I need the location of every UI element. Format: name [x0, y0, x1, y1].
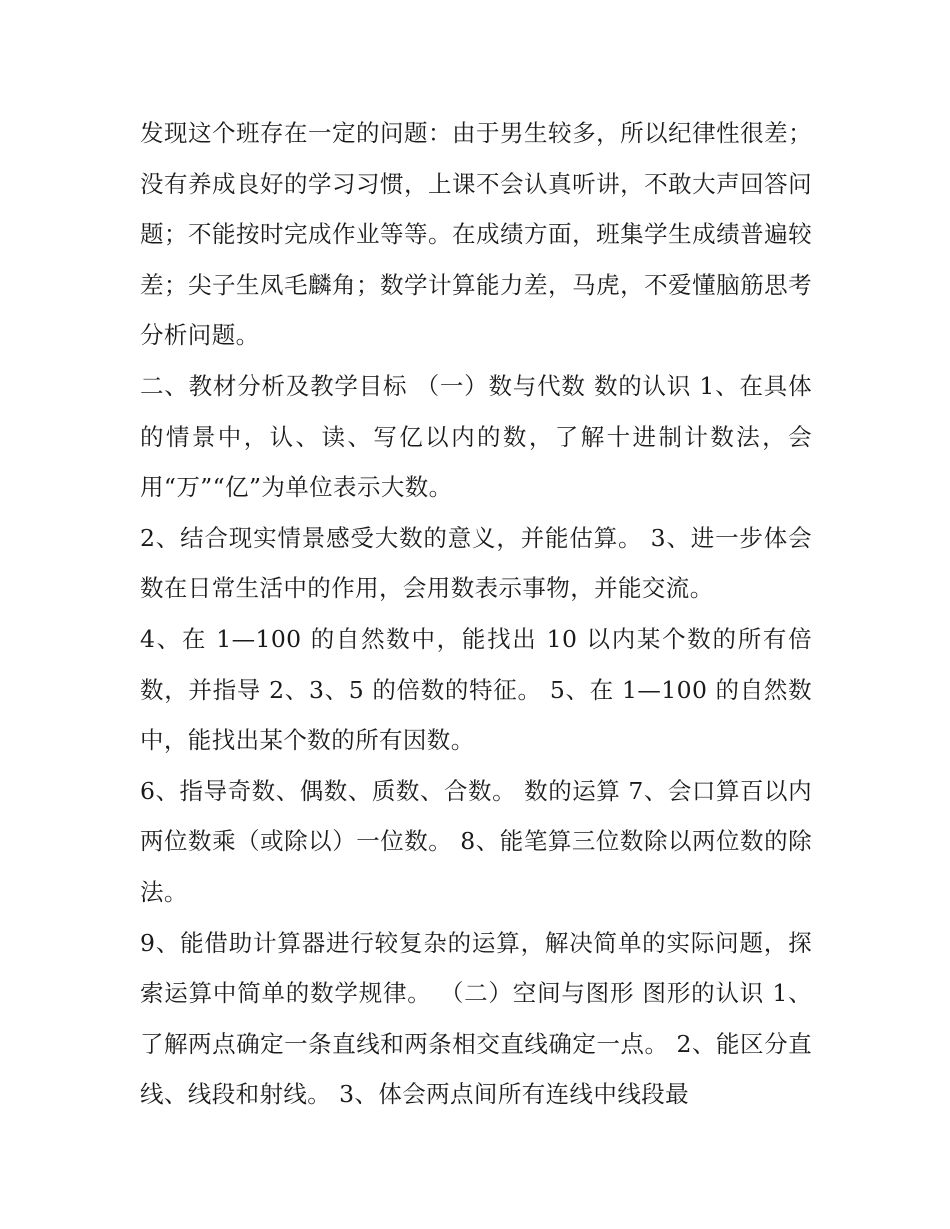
paragraph-space-and-shapes: 9、能借助计算器进行较复杂的运算，解决简单的实际问题，探索运算中简单的数学规律。 （二）空间与图形 图形的认识 1、了解两点确定一条直线和两条相交直线确定一点。 2、能区分直线、线段和射线。 3、体会两点间所有连线中线段最	[140, 928, 812, 1109]
paragraph-number-operations: 6、指导奇数、偶数、质数、合数。 数的运算 7、会口算百以内两位数乘（或除以）一位数。 8、能笔算三位数除以两位数的除法。	[140, 776, 812, 906]
paragraph-class-problems: 发现这个班存在一定的问题：由于男生较多，所以纪律性很差；没有养成良好的学习习惯，上课不会认真听讲，不敢大声回答问题；不能按时完成作业等等。在成绩方面，班集学生成绩普遍较差；尖子生凤毛麟角；数学计算能力差，马虎，不爱懂脑筋思考分析问题。	[140, 119, 812, 350]
paragraph-multiples-factors: 4、在 1—100 的自然数中，能找出 10 以内某个数的所有倍数，并指导 2、3、5 的倍数的特征。 5、在 1—100 的自然数中，能找出某个数的所有因数。	[140, 624, 812, 755]
paragraph-textbook-analysis: 二、教材分析及教学目标 （一）数与代数 数的认识 1、在具体的情景中，认、读、写亿以内的数，了解十进制计数法，会用“万”“亿”为单位表示大数。	[140, 371, 812, 502]
paragraph-large-numbers: 2、结合现实情景感受大数的意义，并能估算。 3、进一步体会数在日常生活中的作用，会用数表示事物，并能交流。	[140, 523, 812, 603]
document-body	[140, 108, 812, 1120]
